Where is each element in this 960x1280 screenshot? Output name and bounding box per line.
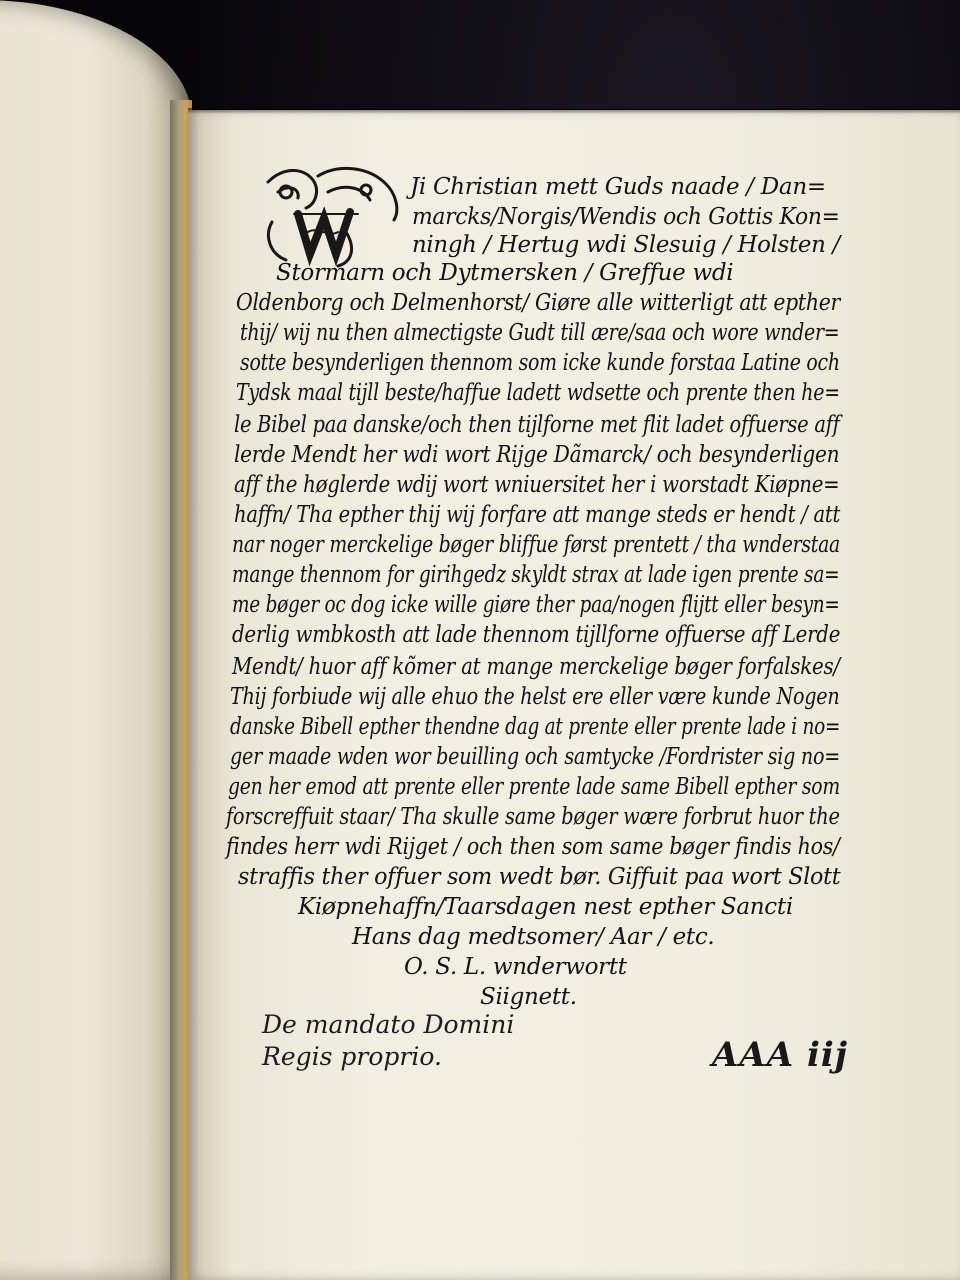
signature-mark: AAA iij [712,1035,849,1075]
page-shadow [188,108,960,114]
text-line: Kiøpnehaffn/Taarsdagen nest epther Sancti [298,894,793,920]
text-line: Siignett. [480,984,577,1010]
text-line: forscreffuit staar/ Tha skulle same bøger wære forbrut huor the [226,804,840,830]
footer-mandate-line-2: Regis proprio. [262,1042,442,1071]
text-line: ger maade wden wor beuilling och samtycke /Fordrister sig no= [230,744,841,770]
text-line: gen her emod att prente eller prente lade same Bibell epther som [228,774,840,800]
text-line: findes herr wdi Rijget / och then som same bøger findis hos/ [226,834,840,860]
text-line: sotte besynderligen thennom som icke kunde forstaa Latine och [240,350,840,376]
text-line: Stormarn och Dytmersken / Greffue wdi [276,260,734,286]
decorated-initial [258,162,408,272]
text-line: Thij forbiude wij alle ehuo the helst ere eller være kunde Nogen [230,684,840,710]
text-line: derlig wmbkosth att lade thennom tijllforne offuerse aff Lerde [232,622,841,648]
footer-mandate-line-1: De mandato Domini [262,1010,515,1039]
text-line: ningh / Hertug wdi Slesuig / Holsten / [412,232,840,258]
text-line: Hans dag medtsomer/ Aar / etc. [352,924,715,950]
text-line: mange thennom for girihgedz skyldt strax at lade igen prente sa= [232,562,840,588]
text-line: Tydsk maal tijll beste/haffue ladett wdsette och prente then he= [236,380,840,406]
text-line: Oldenborg och Delmenhorst/ Giøre alle witterligt att epther [236,290,841,316]
text-line: aff the høglerde wdij wort wniuersitet her i worstadt Kiøpne= [234,472,840,498]
text-line: me bøger oc dog icke wille giøre ther paa/nogen flijtt eller besyn= [232,592,840,618]
text-line: Mendt/ huor aff kõmer at mange merckelige bøger forfalskes/ [232,654,840,680]
text-line: straffis ther offuer som wedt bør. Giffuit paa wort Slott [238,864,841,890]
text-line: danske Bibell epther thendne dag at prente eller prente lade i no= [230,714,841,740]
text-line: Ji Christian mett Guds naade / Dan= [410,174,826,200]
text-line: O. S. L. wnderwortt [404,954,627,980]
left-page [0,0,192,1280]
text-line: le Bibel paa danske/och then tijlforne met flit ladet offuerse aff [234,412,840,438]
text-line: lerde Mendt her wdi wort Rijge Dãmarck/ och besynderligen [234,442,840,468]
text-line: nar noger merckelige bøger bliffue først prentett / tha wnderstaa [232,532,841,558]
text-line: thij/ wij nu then almectigste Gudt till ære/saa och wore wnder= [240,320,840,346]
text-line: marcks/Norgis/Wendis och Gottis Kon= [412,204,840,230]
initial-flourish-icon [258,162,408,272]
text-line: haffn/ Tha epther thij wij forfare att mange steds er hendt / att [234,502,841,528]
